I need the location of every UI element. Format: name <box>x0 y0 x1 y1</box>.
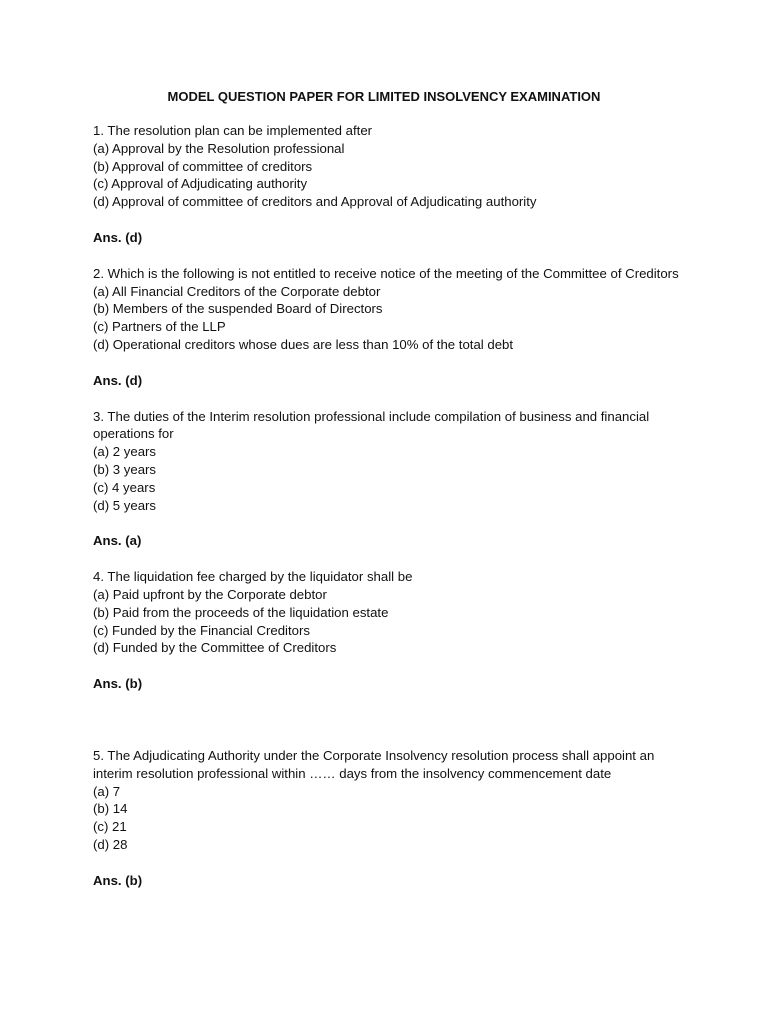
option-b: (b) Members of the suspended Board of Directors <box>93 301 383 317</box>
option-c: (c) 4 years <box>93 479 156 495</box>
question-stem: 1. The resolution plan can be implemented after <box>93 123 373 138</box>
question-1 <box>93 122 693 247</box>
question-5 <box>93 747 693 890</box>
option-c: (c) Funded by the Financial Creditors <box>93 622 310 638</box>
option-a: (a) Paid upfront by the Corporate debtor <box>93 586 327 602</box>
option-a: (a) 7 <box>93 783 121 799</box>
question-stem: 4. The liquidation fee charged by the liquidator shall be <box>93 569 413 585</box>
answer: Ans. (d) <box>93 372 143 388</box>
question-4 <box>93 568 693 693</box>
option-a: (a) All Financial Creditors of the Corporate debtor <box>93 283 381 299</box>
option-d: (d) Approval of committee of creditors and Approval of Adjudicating authority <box>93 194 537 210</box>
option-b: (b) 14 <box>93 801 128 817</box>
option-d: (d) 28 <box>93 836 128 852</box>
document-title: MODEL QUESTION PAPER FOR LIMITED INSOLVENCY EXAMINATION <box>167 89 601 104</box>
option-c: (c) Approval of Adjudicating authority <box>93 176 308 192</box>
option-d: (d) Operational creditors whose dues are less than 10% of the total debt <box>93 336 514 352</box>
document-page <box>93 88 693 908</box>
option-d: (d) 5 years <box>93 497 157 513</box>
option-a: (a) 2 years <box>93 444 157 460</box>
option-b: (b) Approval of committee of creditors <box>93 158 313 174</box>
question-2 <box>93 265 693 390</box>
question-3 <box>93 408 693 551</box>
option-a: (a) Approval by the Resolution professional <box>93 140 345 156</box>
option-c: (c) Partners of the LLP <box>93 319 226 335</box>
question-stem: 2. Which is the following is not entitled to receive notice of the meeting of the Committee of Creditors <box>93 265 679 281</box>
option-d: (d) Funded by the Committee of Creditors <box>93 640 337 656</box>
option-b: (b) Paid from the proceeds of the liquidation estate <box>93 604 389 620</box>
spacer <box>93 711 693 747</box>
option-c: (c) 21 <box>93 819 127 835</box>
question-stem: 3. The duties of the Interim resolution professional include compilation of business and financial operations for <box>93 408 650 442</box>
answer: Ans. (b) <box>93 676 143 692</box>
question-stem: 5. The Adjudicating Authority under the Corporate Insolvency resolution process shall appoint an interim resolution professional within …… days from the insolvency commencement date <box>93 747 655 781</box>
answer: Ans. (d) <box>93 229 143 245</box>
option-b: (b) 3 years <box>93 461 157 477</box>
answer: Ans. (a) <box>93 533 142 549</box>
answer: Ans. (b) <box>93 872 143 888</box>
